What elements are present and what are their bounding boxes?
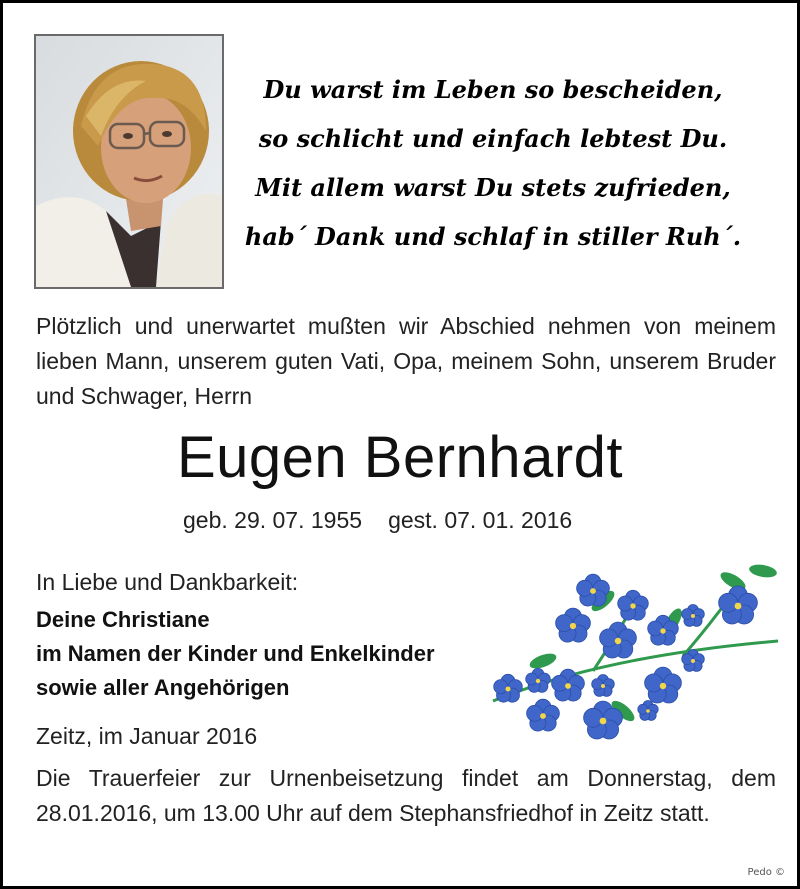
deceased-name: Eugen Bernhardt [176, 425, 624, 490]
place-date: Zeitz, im Januar 2016 [36, 723, 258, 749]
poem-line: hab´ Dank und schlaf in stiller Ruh´. [244, 222, 742, 251]
mourners-list [36, 603, 556, 705]
blossom [682, 605, 705, 627]
blossom [556, 608, 591, 642]
blossom [592, 675, 615, 697]
mourners-intro: In Liebe und Dankbarkeit: [36, 569, 299, 595]
portrait-illustration [36, 36, 222, 287]
blossom [600, 622, 637, 658]
forget-me-not-flowers-icon [483, 561, 783, 751]
blossom [526, 668, 551, 692]
portrait-photo [34, 34, 224, 289]
death-date: gest. 07. 01. 2016 [388, 507, 573, 533]
birth-date: geb. 29. 07. 1955 [183, 507, 363, 533]
poem-line: so schlicht und einfach lebtest Du. [258, 124, 728, 153]
mourner-line: Deine Christiane [36, 607, 210, 632]
poem [243, 65, 743, 261]
leaf [748, 563, 778, 580]
credit-label: Pedo © [747, 867, 785, 878]
blossom [645, 667, 682, 703]
blossom [577, 574, 610, 606]
mourner-line: im Namen der Kinder und Enkelkinder [36, 641, 435, 666]
poem-line: Mit allem warst Du stets zufrieden, [255, 173, 731, 202]
blossom [527, 699, 560, 731]
blossom [494, 674, 523, 702]
mourner-line: sowie aller Angehörigen [36, 675, 290, 700]
blossom [719, 586, 758, 624]
blossom [638, 701, 658, 721]
announcement-text: Plötzlich und unerwartet mußten wir Abschied nehmen von meinem lieben Mann, unserem guten Vati, Opa, meinem Sohn, unserem Bruder und Schwager, Herrn [36, 313, 776, 409]
poem-line: Du warst im Leben so bescheiden, [263, 75, 723, 104]
blossom [618, 590, 649, 620]
funeral-info: Die Trauerfeier zur Urnenbeisetzung findet am Donnerstag, dem 28.01.2016, um 13.00 Uhr auf dem Stephansfriedhof in Zeitz statt. [36, 765, 776, 826]
leaf [528, 651, 558, 672]
life-dates [183, 505, 572, 535]
